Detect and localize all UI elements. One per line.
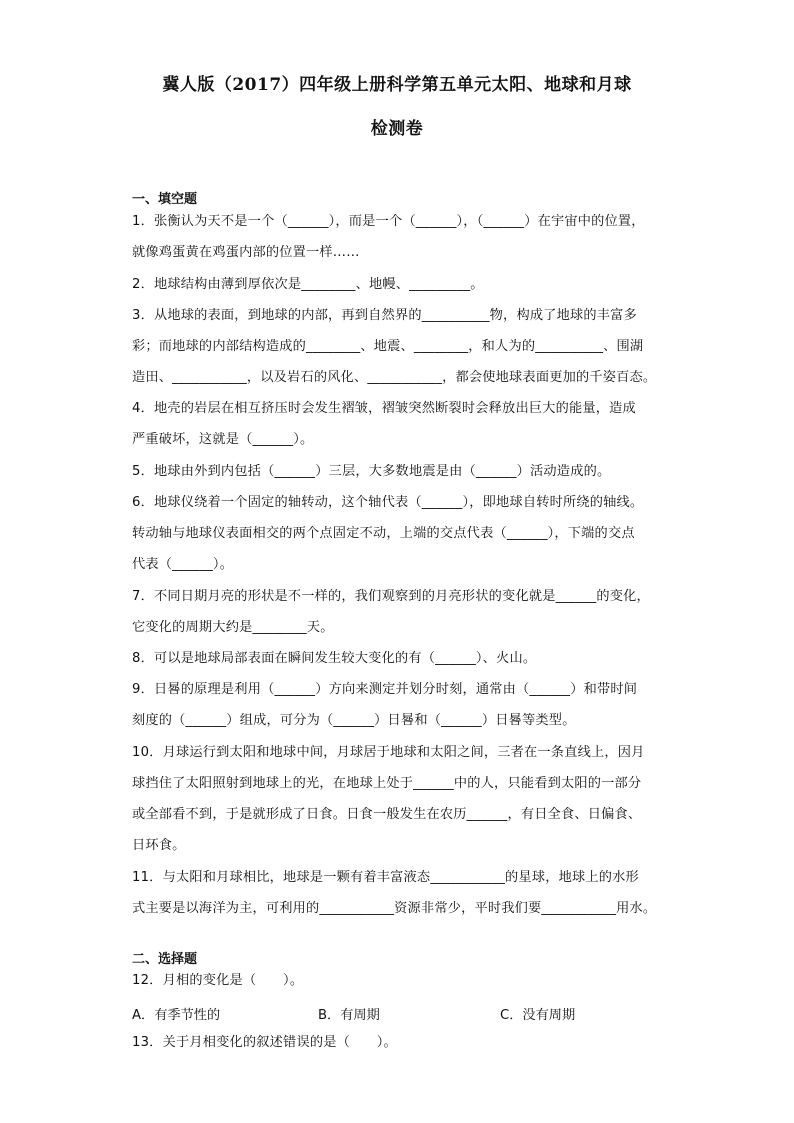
question-line: 彩；而地球的内部结构造成的________、地震、________，和人为的__________、围湖 xyxy=(132,339,644,354)
question-line: 代表（______）。 xyxy=(132,557,234,572)
question-line: 刻度的（______）组成，可分为（______）日晷和（______）日晷等类型。 xyxy=(132,713,576,728)
section-heading-multiple-choice: 二、选择题 xyxy=(132,952,198,967)
question-line: 式主要是以海洋为主，可利用的___________资源非常少，平时我们要___________用水。 xyxy=(132,901,657,916)
section-heading-fill-in: 一、填空题 xyxy=(132,192,198,207)
question-line: 它变化的周期大约是________天。 xyxy=(132,620,334,635)
question-line: 就像鸡蛋黄在鸡蛋内部的位置一样…… xyxy=(132,245,360,260)
page-title-line1: 冀人版（2017）四年级上册科学第五单元太阳、地球和月球 xyxy=(162,75,632,95)
question-line: 2．地球结构由薄到厚依次是________、地幔、_________。 xyxy=(132,277,484,292)
question-line: 3．从地球的表面，到地球的内部，再到自然界的__________物，构成了地球的丰富多 xyxy=(132,308,637,323)
option-a: A．有季节性的 xyxy=(132,1008,221,1023)
question-12: 12．月相的变化是（ ）。 xyxy=(132,973,304,988)
option-b: B．有周期 xyxy=(318,1008,380,1023)
question-line: 6．地球仪绕着一个固定的轴转动，这个轴代表（______），即地球自转时所绕的轴线。 xyxy=(132,495,644,510)
question-line: 球挡住了太阳照射到地球上的光，在地球上处于______中的人，只能看到太阳的一部分 xyxy=(132,776,642,791)
question-13: 13．关于月相变化的叙述错误的是（ ）。 xyxy=(132,1035,397,1050)
question-line: 1．张衡认为天不是一个（______），而是一个（______），（______）在宇宙中的位置， xyxy=(132,214,645,229)
option-c: C．没有周期 xyxy=(500,1008,576,1023)
question-line: 4．地壳的岩层在相互挤压时会发生褶皱，褶皱突然断裂时会释放出巨大的能量，造成 xyxy=(132,401,636,416)
question-line: 8．可以是地球局部表面在瞬间发生较大变化的有（______）、火山。 xyxy=(132,651,537,666)
page-title-line2: 检测卷 xyxy=(370,119,424,139)
question-line: 转动轴与地球仪表面相交的两个点固定不动，上端的交点代表（______），下端的交点 xyxy=(132,526,635,541)
question-line: 造田、___________，以及岩石的风化、___________，都会使地球表面更加的千姿百态。 xyxy=(132,370,657,385)
question-line: 5．地球由外到内包括（______）三层，大多数地震是由（______）活动造成的。 xyxy=(132,464,611,479)
question-line: 严重破坏，这就是（______）。 xyxy=(132,432,314,447)
question-line: 日环食。 xyxy=(132,838,186,853)
question-line: 10．月球运行到太阳和地球中间，月球居于地球和太阳之间，三者在一条直线上，因月 xyxy=(132,745,645,760)
question-line: 11．与太阳和月球相比，地球是一颗有着丰富液态___________的星球，地球上的水形 xyxy=(132,870,639,885)
question-line: 9．日晷的原理是利用（______）方向来测定并划分时刻，通常由（______）和带时间 xyxy=(132,682,638,697)
question-line: 7．不同日期月亮的形状是不一样的，我们观察到的月亮形状的变化就是______的变化， xyxy=(132,589,650,604)
question-line: 或全部看不到，于是就形成了日食。日食一般发生在农历______，有日全食、日偏食、 xyxy=(132,807,642,822)
